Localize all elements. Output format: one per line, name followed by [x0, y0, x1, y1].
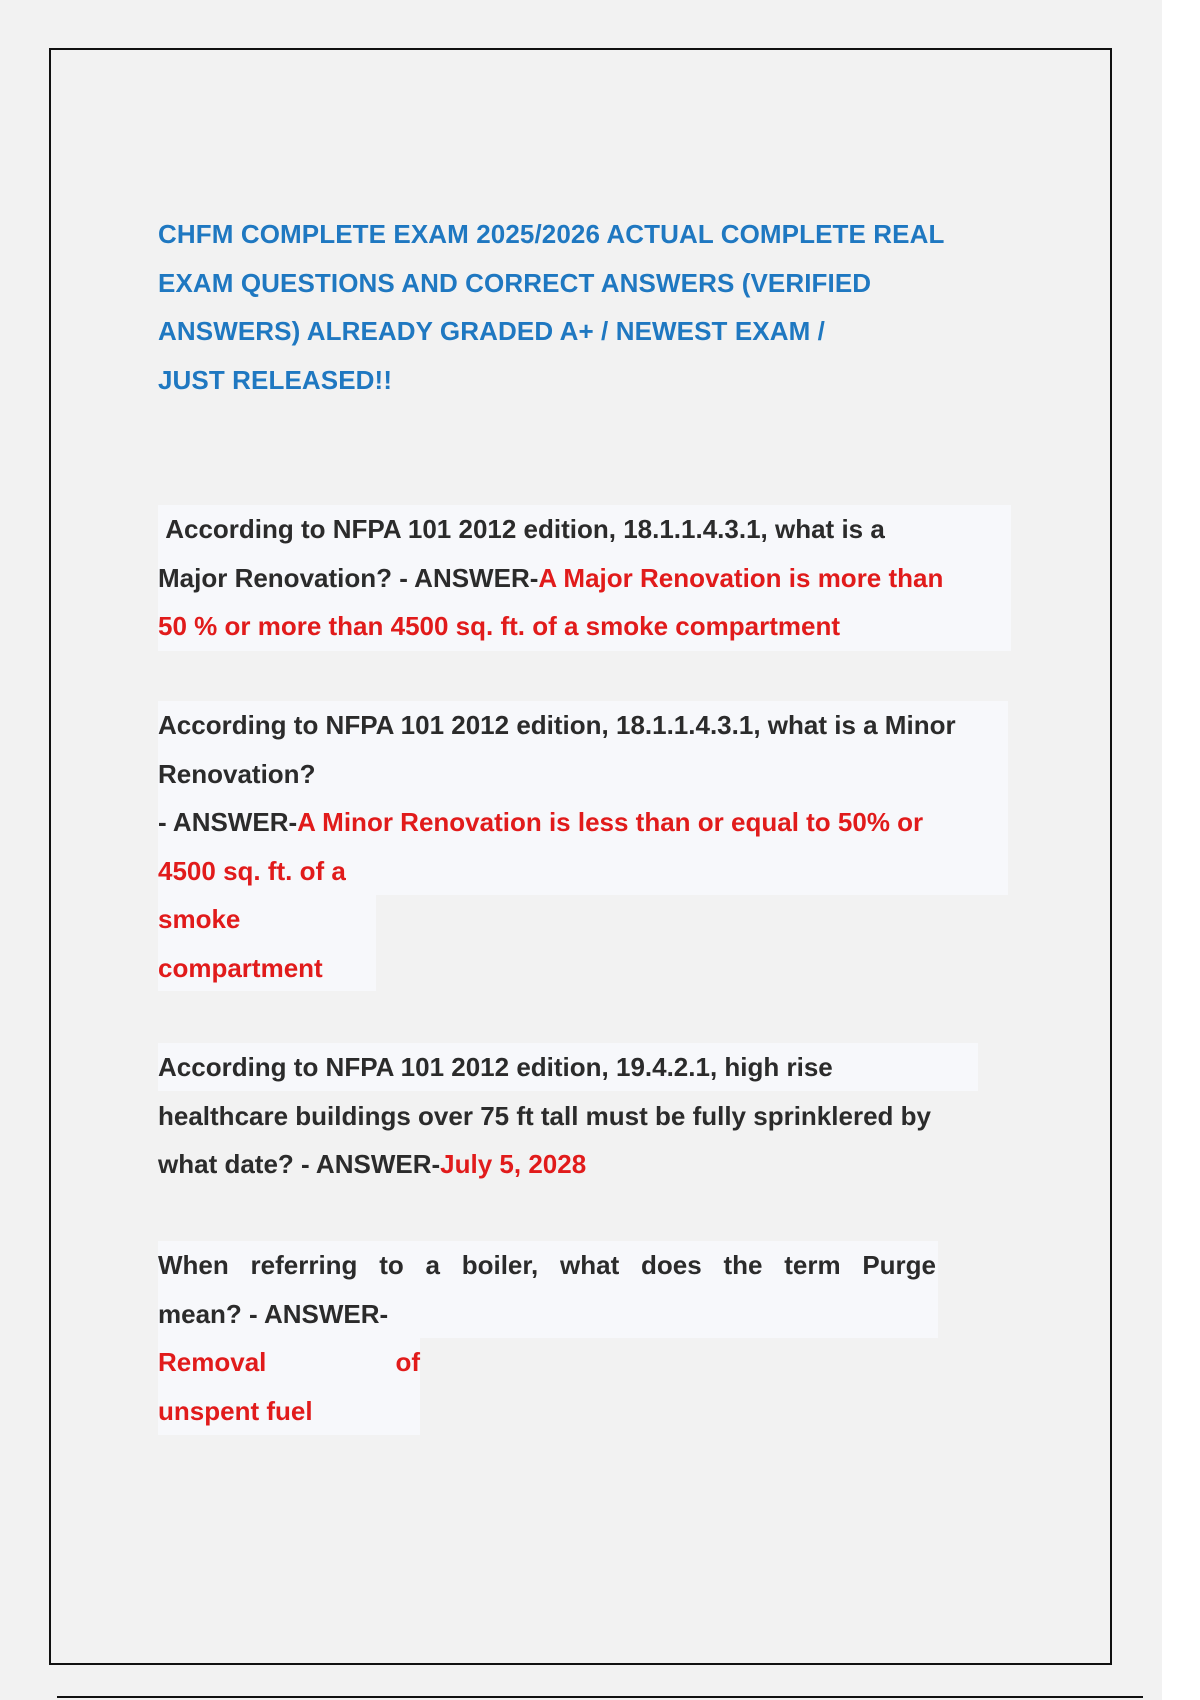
qa-line	[158, 505, 1018, 554]
answer-marker: - ANSWER-	[249, 1298, 389, 1329]
qa-item-2	[158, 701, 1018, 992]
qa-line: 4500 sq. ft. of a	[158, 855, 346, 886]
qa-item-1	[158, 505, 1018, 651]
qa-line: When referring to a boiler, what does the term Purge	[158, 1250, 936, 1280]
qa-line: what date? - ANSWER-July 5, 2028	[158, 1149, 587, 1179]
qa-line	[158, 701, 1018, 750]
answer-marker: - ANSWER-	[158, 807, 298, 837]
answer-marker: - ANSWER-	[399, 562, 539, 593]
answer-marker: - ANSWER-	[301, 1149, 441, 1179]
qa-item-4	[158, 1241, 1018, 1435]
title-line-4: JUST RELEASED!!	[158, 364, 393, 395]
qa-line: Major Renovation? - ANSWER-A Major Renovation is more than	[158, 562, 944, 593]
qa-line	[158, 798, 1018, 847]
qa-line	[158, 1043, 1018, 1092]
qa-line: compartment	[158, 952, 323, 983]
qa-line: healthcare buildings over 75 ft tall must be fully sprinklered by	[158, 1100, 931, 1131]
qa-line: unspent fuel	[158, 1395, 313, 1426]
qa-item-3	[158, 1043, 1018, 1189]
title-line-3: ANSWERS) ALREADY GRADED A+ / NEWEST EXAM /	[158, 316, 826, 346]
question-text: According to NFPA 101 2012 edition, 19.4.2.1, high rise	[158, 1052, 833, 1082]
qa-line: 50 % or more than 4500 sq. ft. of a smoke compartment	[158, 611, 840, 641]
document-content	[158, 210, 1018, 1426]
document-title	[158, 210, 1018, 404]
title-line-2: EXAM QUESTIONS AND CORRECT ANSWERS (VERIFIED	[158, 267, 872, 298]
answer-text: A Minor Renovation is less than or equal to 50% or	[297, 807, 924, 837]
answer-text: Removal	[158, 1347, 267, 1377]
qa-line: Renovation?	[158, 758, 316, 789]
question-text: According to NFPA 101 2012 edition, 18.1.1.4.3.1, what is a Minor	[158, 710, 956, 740]
answer-text: A Major Renovation is more than	[538, 562, 944, 593]
answer-text: July 5, 2028	[440, 1149, 587, 1179]
title-line-1: CHFM COMPLETE EXAM 2025/2026 ACTUAL COMPLETE REAL	[158, 219, 945, 249]
qa-line: mean? - ANSWER-	[158, 1298, 389, 1329]
question-text: According to NFPA 101 2012 edition, 18.1.1.4.3.1, what is a	[158, 514, 885, 544]
qa-line: smoke	[158, 904, 241, 934]
page-bottom-rule	[57, 1696, 1143, 1698]
qa-line: Removal of	[158, 1338, 420, 1387]
